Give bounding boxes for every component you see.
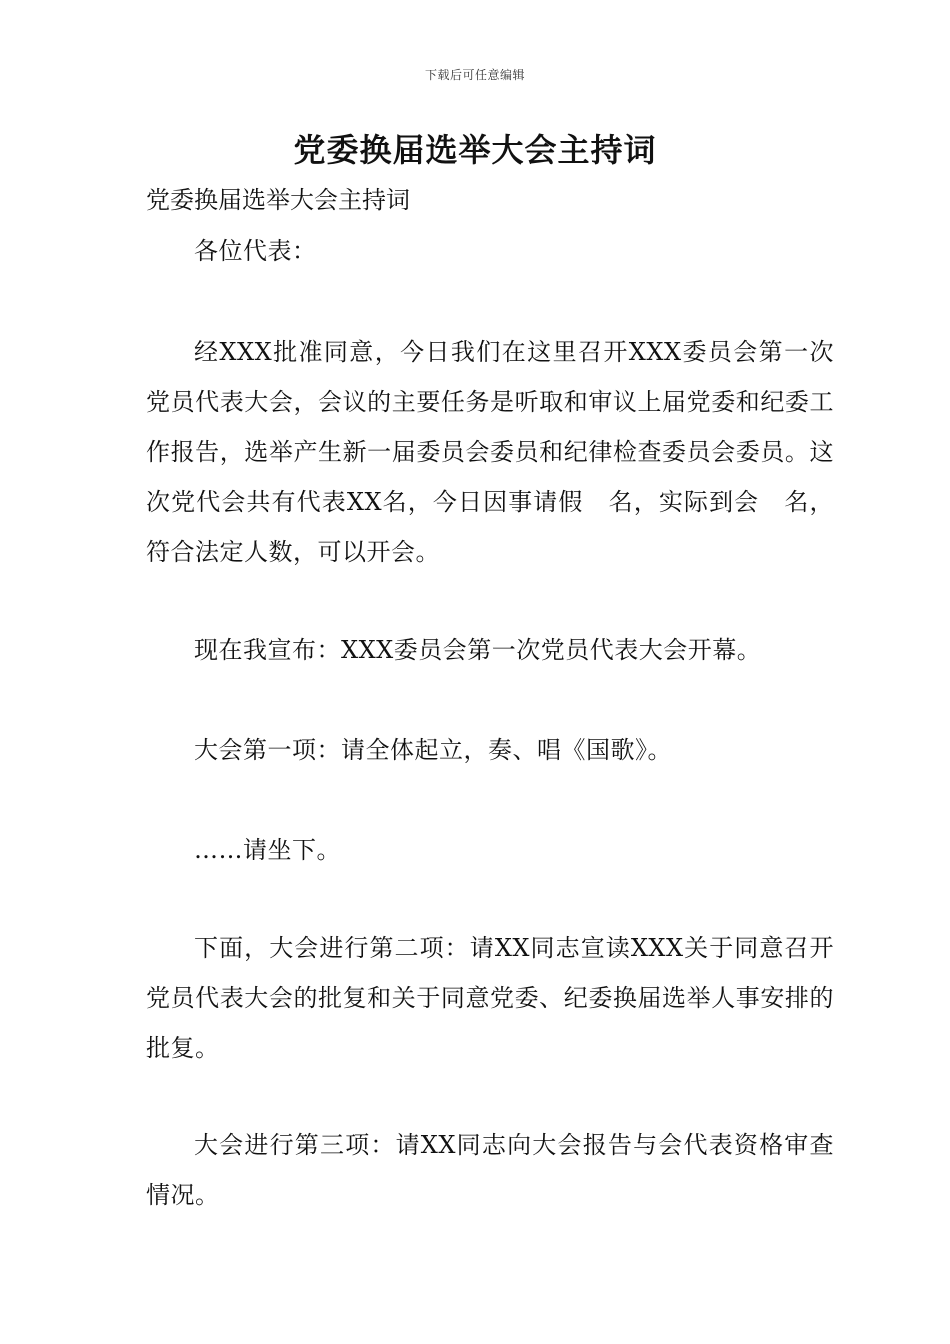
document-title: 党委换届选举大会主持词: [293, 131, 657, 169]
paragraph-agenda-item-3: 大会进行第三项：请XX同志向大会报告与会代表资格审查情况。: [146, 1131, 834, 1209]
paragraph-agenda-item-2: 下面，大会进行第二项：请XX同志宣读XXX关于同意召开党员代表大会的批复和关于同意党委、纪委换届选举人事安排的批复。: [146, 934, 834, 1062]
paragraph-intro: 经XXX批准同意，今日我们在这里召开XXX委员会第一次党员代表大会，会议的主要任务是听取和审议上届党委和纪委工作报告，选举产生新一届委员会委员和纪律检查委员会委员。这次党代会共有代表XX名，今日因事请假 名，实际到会 名，符合法定人数，可以开会。: [146, 338, 834, 566]
header-note: 下载后可任意编辑: [424, 68, 525, 82]
paragraph-please-sit: ……请坐下。: [194, 836, 341, 864]
paragraph-opening-announcement: 现在我宣布：XXX委员会第一次党员代表大会开幕。: [194, 636, 762, 664]
document-subtitle: 党委换届选举大会主持词: [146, 186, 410, 214]
paragraph-greeting: 各位代表：: [194, 237, 317, 265]
paragraph-agenda-item-1: 大会第一项：请全体起立，奏、唱《国歌》。: [194, 736, 672, 764]
